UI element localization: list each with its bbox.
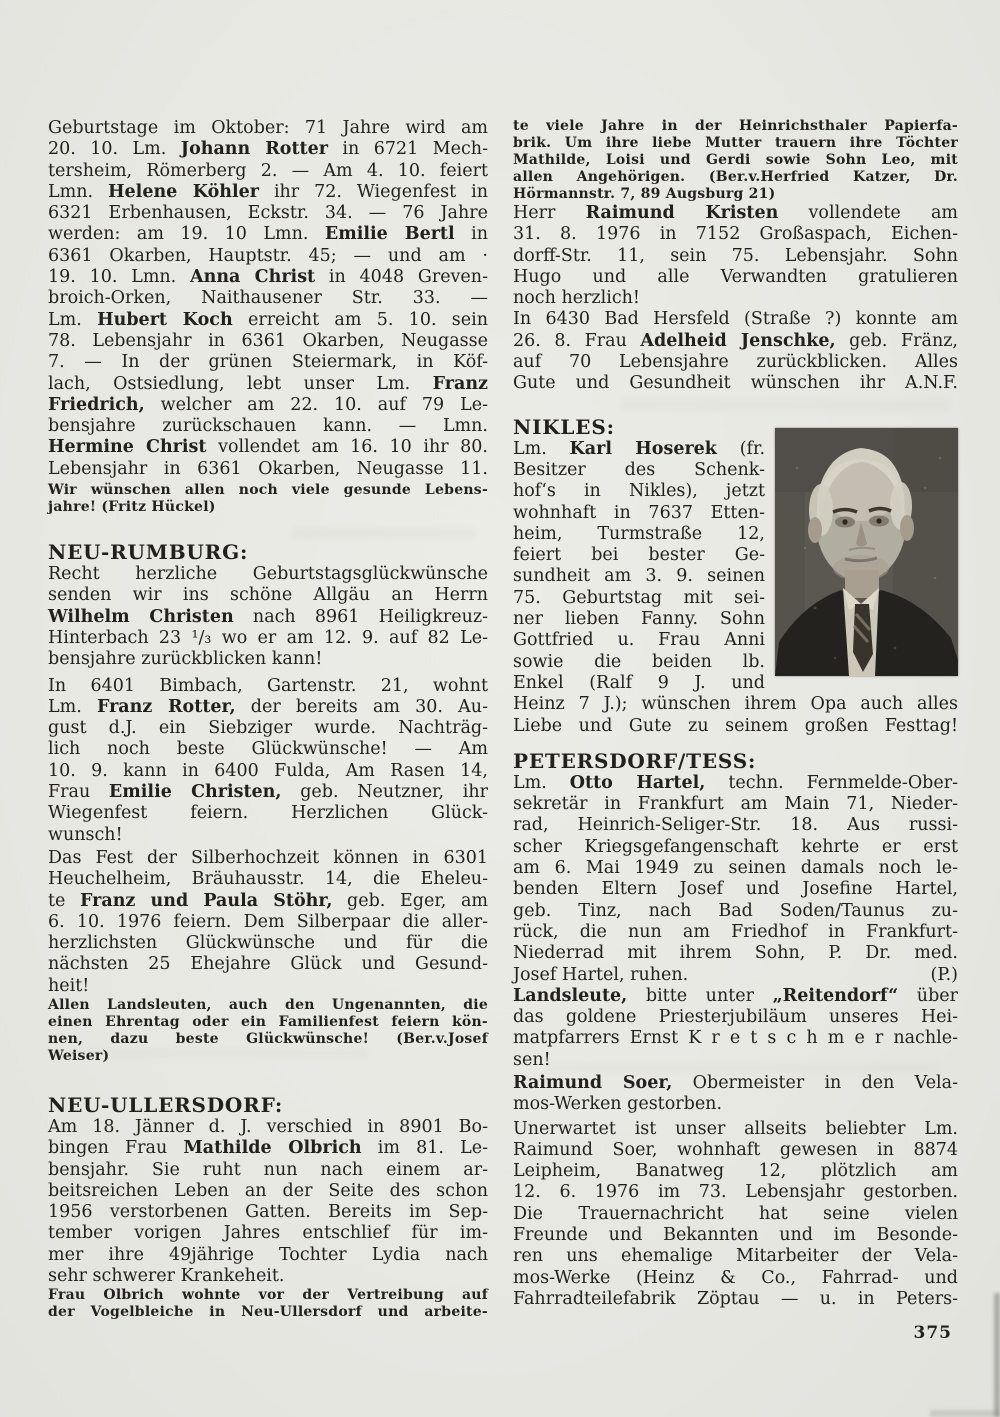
text-line: Liebe und Gute zu seinem großen Festtag!	[513, 715, 958, 736]
text-line: tersheim, Römerberg 2. — Am 4. 10. feiert	[48, 160, 488, 181]
text-line: mos-Werken gestorben.	[513, 1094, 723, 1115]
text-line: Raimund Soer, wohnhaft gewesen in 8874	[513, 1139, 958, 1160]
fine-print-paragraph	[48, 997, 488, 1065]
text-line: Lebensjahr in 6361 Okarben, Neugasse 11.	[48, 458, 488, 479]
text-line: Wilhelm Christen nach 8961 Heiligkreuz-	[48, 606, 488, 627]
text-line: auf 70 Lebensjahre zurückblicken. Alles	[513, 352, 958, 373]
text-line: mos-Werke (Heinz & Co., Fahrrad- und	[513, 1267, 958, 1288]
text-line: Die Trauernachricht hat seine vielen	[513, 1203, 958, 1224]
text-line: benden Eltern Josef und Josefine Hartel,	[513, 879, 958, 900]
scan-edge-smudge	[994, 1293, 1000, 1417]
text-line: 75. Geburtstag mit sei-	[513, 587, 765, 608]
text-line: 78. Lebensjahr in 6361 Okarben, Neugasse	[48, 330, 488, 351]
text-line: Hinterbach 23 ¹/₃ wo er am 12. 9. auf 82 Le-	[48, 627, 488, 648]
paragraph	[48, 118, 488, 480]
paragraph	[513, 309, 958, 394]
text-line: herzlichsten Glückwünsche und für die	[48, 933, 488, 954]
text-line: Josef Hartel, ruhen. (P.)	[513, 964, 958, 985]
paragraph	[513, 773, 958, 986]
text-line: Geburtstage im Oktober: 71 Jahre wird am	[48, 118, 488, 138]
text-line: Wiegenfest feiern. Herzlichen Glück-	[48, 803, 488, 824]
text-line: Freunde und Bekannten und im Besonde-	[513, 1225, 958, 1246]
text-line: brik. Um ihre liebe Mutter trauern ihre Töchter	[513, 135, 958, 151]
text-line: gust d.J. ein Siebziger wurde. Nachträg-	[48, 718, 488, 739]
text-line: Herr Raimund Kristen vollendete am	[513, 203, 958, 223]
right-column	[513, 118, 958, 1310]
text-line: Heinz 7 J.); wünschen ihrem Opa auch alles	[513, 694, 958, 715]
text-line: Am 18. Jänner d. J. verschied in 8901 Bo-	[48, 1116, 488, 1137]
portrait-photo	[775, 428, 958, 676]
text-line: 26. 8. Frau Adelheid Jenschke, geb. Fränz,	[513, 330, 958, 351]
fine-print-paragraph	[48, 1287, 488, 1321]
text-line: 10. 9. kann in 6400 Fulda, Am Rasen 14,	[48, 760, 488, 781]
text-line: Raimund Soer, Obermeister in den Vela-	[513, 1072, 958, 1093]
text-line: noch herzlich!	[513, 288, 640, 309]
text-line: Besitzer des Schenk-	[513, 459, 765, 480]
text-line: Lm. Hubert Koch erreicht am 5. 10. sein	[48, 309, 488, 330]
text-line: jahre! (Fritz Hückel)	[48, 499, 216, 516]
text-line: heim, Turmstraße 12,	[513, 523, 765, 544]
text-line: wunsch!	[48, 824, 123, 845]
paragraph	[48, 564, 488, 670]
text-line: In 6401 Bimbach, Gartenstr. 21, wohnt	[48, 675, 488, 696]
paragraph	[513, 1119, 958, 1311]
text-line: feiert bei bester Ge-	[513, 545, 765, 566]
text-line: sen!	[513, 1049, 551, 1070]
text-line: Lm. Karl Hoserek (fr.	[513, 438, 766, 459]
text-line: Recht herzliche Geburtstagsglückwünsche	[48, 564, 488, 585]
text-line: te Franz und Paula Stöhr, geb. Eger, am	[48, 890, 488, 911]
text-line: broich-Orken, Naithausener Str. 33. —	[48, 288, 488, 309]
text-line: In 6430 Bad Hersfeld (Straße ?) konnte am	[513, 309, 958, 330]
section-heading: NEU-ULLERSDORF:	[48, 1092, 284, 1117]
text-line: ner lieben Fanny. Sohn	[513, 609, 765, 630]
paragraph	[513, 986, 958, 1071]
page-number: 375	[913, 1323, 952, 1343]
text-line: lach, Ostsiedlung, lebt unser Lm. Franz	[48, 373, 488, 394]
text-line: Lm. Otto Hartel, techn. Fernmelde-Ober-	[513, 772, 958, 793]
scan-edge-smudge	[930, 1410, 1000, 1417]
text-line: Leipheim, Banatweg 12, plötzlich am	[513, 1161, 958, 1182]
text-line: bensjahre zurückschauen kann. — Lmn.	[48, 416, 488, 437]
text-line: geb. Tinz, nach Bad Soden/Taunus zu-	[513, 900, 958, 921]
text-line: Niederrad mit ihrem Sohn, P. Dr. med.	[513, 943, 958, 964]
text-line: 19. 10. Lmn. Anna Christ in 4048 Greven-	[48, 267, 488, 288]
text-line: Lmn. Helene Köhler ihr 72. Wiegenfest in	[48, 181, 488, 202]
text-line: 20. 10. Lm. Johann Rotter in 6721 Mech-	[48, 139, 488, 160]
text-line: Hörmannstr. 7, 89 Augsburg 21)	[513, 186, 776, 202]
fine-print-paragraph	[48, 482, 488, 516]
text-line: am 6. Mai 1949 zu seinen damals noch le-	[513, 858, 958, 879]
left-column	[48, 118, 488, 1321]
text-line: werden: am 19. 10 Lmn. Emilie Bertl in	[48, 224, 488, 245]
text-line: Friedrich, welcher am 22. 10. auf 79 Le-	[48, 394, 488, 415]
paragraph	[48, 676, 488, 846]
portrait-illustration	[775, 428, 958, 676]
text-line: matpfarrers Ernst K r e t s c h m e r nachle-	[513, 1028, 958, 1049]
section-heading: NIKLES:	[513, 414, 615, 439]
text-line: 31. 8. 1976 in 7152 Großaspach, Eichen-	[513, 224, 958, 245]
text-line: sehr schwerer Krankeheit.	[48, 1266, 285, 1287]
text-line: 7. — In der grünen Steiermark, in Köf-	[48, 352, 488, 373]
text-line: 6. 10. 1976 feiern. Dem Silberpaar die aller-	[48, 911, 488, 932]
text-line: Gottfried u. Frau Anni	[513, 630, 765, 651]
text-line: scher Kriegsgefangenschaft kehrte er erst	[513, 836, 958, 857]
text-line: Mathilde, Loisi und Gerdi sowie Sohn Leo, mit	[513, 152, 958, 168]
text-line: te viele Jahre in der Heinrichsthaler Papierfa-	[513, 118, 958, 134]
section-heading: NEU-RUMBURG:	[48, 540, 249, 565]
text-line: Fahrradteilefabrik Zöptau — u. in Peters-	[513, 1288, 958, 1309]
text-line: nen, dazu beste Glückwünsche! (Ber.v.Josef	[48, 1030, 488, 1047]
text-line: Hugo und alle Verwandten gratulieren	[513, 266, 958, 287]
text-line: rad, Heinrich-Seliger-Str. 18. Aus russi-	[513, 815, 958, 836]
text-line: Allen Landsleuten, auch den Ungenannten, die	[48, 996, 488, 1013]
text-line: wohnhaft in 7637 Etten-	[513, 502, 765, 523]
text-line: 1956 verstorbenen Gatten. Bereits im Sep-	[48, 1202, 488, 1223]
text-line: bingen Frau Mathilde Olbrich im 81. Le-	[48, 1138, 488, 1159]
text-line: Landsleute, bitte unter „Reitendorf“ über	[513, 985, 958, 1006]
text-line: ren uns ehemalige Mitarbeiter der Vela-	[513, 1246, 958, 1267]
text-line: Weiser)	[48, 1047, 110, 1064]
text-line: Heuchelheim, Bräuhausstr. 14, die Eheleu-	[48, 869, 488, 890]
text-line: sekretär in Frankfurt am Main 71, Nieder-	[513, 794, 958, 815]
text-line: der Vogelbleiche in Neu-Ullersdorf und arbeite-	[48, 1304, 488, 1321]
text-line: dorff-Str. 11, sein 75. Lebensjahr. Sohn	[513, 245, 958, 266]
text-line: nächsten 25 Ehejahre Glück und Gesund-	[48, 954, 488, 975]
paragraph	[48, 1117, 488, 1287]
text-line: Enkel (Ralf 9 J. und	[513, 672, 765, 693]
paragraph	[513, 1073, 958, 1116]
text-line: sowie die beiden lb.	[513, 651, 765, 672]
text-line: Frau Olbrich wohnte vor der Vertreibung auf	[48, 1287, 488, 1304]
text-line: hof‘s in Nikles), jetzt	[513, 481, 765, 502]
text-line: das goldene Priesterjubiläum unseres Hei-	[513, 1007, 958, 1028]
text-line: mer ihre 49jährige Tochter Lydia nach	[48, 1244, 488, 1265]
text-line: beitsreichen Leben an der Seite des schon	[48, 1180, 488, 1201]
text-line: Hermine Christ vollendet am 16. 10 ihr 80.	[48, 437, 488, 458]
paragraph	[48, 848, 488, 997]
section-heading: PETERSDORF/TESS:	[513, 748, 757, 773]
text-line: 6321 Erbenhausen, Eckstr. 34. — 76 Jahre	[48, 203, 488, 224]
text-line: 12. 6. 1976 im 73. Lebensjahr gestorben.	[513, 1182, 958, 1203]
text-line: bensjahr. Sie ruht nun nach einem ar-	[48, 1159, 488, 1180]
text-line: rück, die nun am Friedhof in Frankfurt-	[513, 921, 958, 942]
text-line: Frau Emilie Christen, geb. Neutzner, ihr	[48, 782, 488, 803]
text-line: sundheit am 3. 9. seinen	[513, 566, 765, 587]
text-line: Unerwartet ist unser allseits beliebter Lm.	[513, 1118, 958, 1139]
text-line: lich noch beste Glückwünsche! — Am	[48, 739, 488, 760]
text-line: einen Ehrentag oder ein Familienfest feiern kön-	[48, 1013, 488, 1030]
text-line: heit!	[48, 975, 90, 996]
text-line: 6361 Okarben, Hauptstr. 45; — und am ·	[48, 245, 488, 266]
text-line: Das Fest der Silberhochzeit können in 6301	[48, 847, 488, 868]
text-line: tember vorigen Jahres entschlief für im-	[48, 1223, 488, 1244]
text-line: Gute und Gesundheit wünschen ihr A.N.F.	[513, 373, 958, 394]
text-line: senden wir ins schöne Allgäu an Herrn	[48, 585, 488, 606]
text-line: Wir wünschen allen noch viele gesunde Lebens-	[48, 482, 488, 499]
paragraph	[513, 203, 958, 309]
text-line: allen Angehörigen. (Ber.v.Herfried Katzer, Dr.	[513, 169, 958, 185]
fine-print-paragraph	[513, 118, 958, 203]
text-line: Lm. Franz Rotter, der bereits am 30. Au-	[48, 696, 488, 717]
text-line: bensjahre zurückblicken kann!	[48, 649, 323, 670]
